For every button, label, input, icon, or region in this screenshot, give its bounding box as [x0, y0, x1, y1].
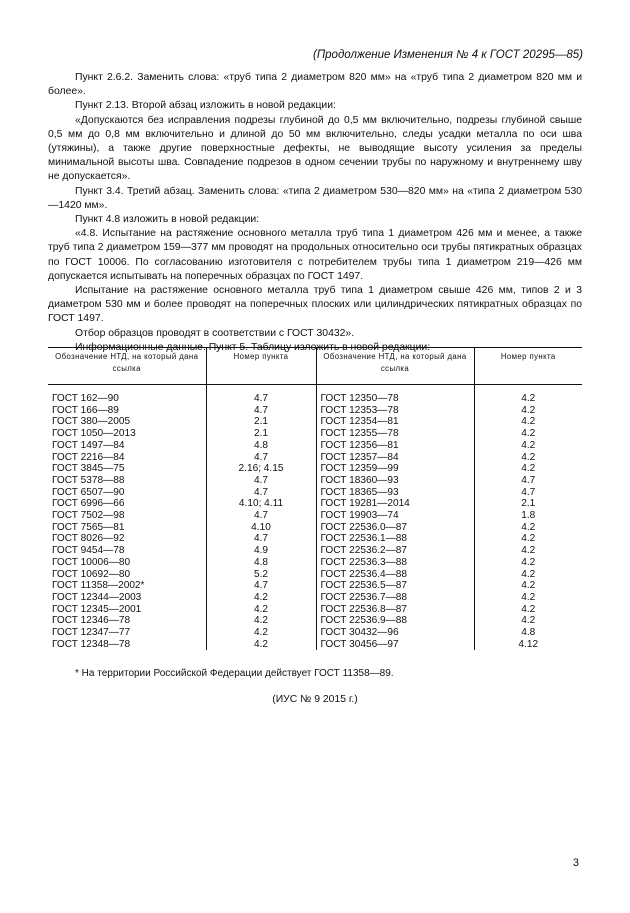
left-designation: ГОСТ 12347—77 [48, 627, 206, 639]
right-designation: ГОСТ 22536.7—88 [316, 592, 474, 604]
left-clause: 4.7 [206, 487, 316, 499]
table-row [48, 557, 582, 569]
left-designation: ГОСТ 12348—78 [48, 639, 206, 651]
right-clause: 2.1 [521, 498, 536, 510]
paragraph: Испытание на растяжение основного металла труб типа 1 диаметром свыше 426 мм, типов 2 и 3 диаметром 530 мм и более проводят на поперечных плоских или цилиндрических пятикратных образцах по ГОСТ 1497. [48, 285, 582, 325]
left-designation: ГОСТ 6507—90 [48, 487, 206, 499]
table-row [48, 627, 582, 639]
left-clause: 2.1 [206, 428, 316, 440]
left-clause: 4.10; 4.11 [206, 498, 316, 510]
right-clause: 4.2 [521, 603, 536, 615]
right-designation: ГОСТ 22536.5—87 [316, 580, 474, 592]
header-clause-left: Номер пункта [206, 348, 316, 385]
left-clause: 4.2 [206, 604, 316, 616]
left-clause: 4.8 [206, 440, 316, 452]
right-designation: ГОСТ 22536.8—87 [316, 604, 474, 616]
left-designation: ГОСТ 5378—88 [48, 475, 206, 487]
left-clause: 4.2 [206, 615, 316, 627]
left-designation: ГОСТ 6996—66 [48, 498, 206, 510]
right-clause: 4.2 [521, 428, 536, 440]
right-designation: ГОСТ 30456—97 [316, 639, 474, 651]
right-designation: ГОСТ 12354—81 [316, 416, 474, 428]
table-row [48, 510, 582, 522]
left-designation: ГОСТ 10006—80 [48, 557, 206, 569]
paragraph: Пункт 4.8 изложить в новой редакции: [75, 214, 260, 226]
paragraph: Пункт 3.4. Третий абзац. Заменить слова: «типа 2 диаметром 530—820 мм» на «типа 2 диаметром 530—1420 мм». [48, 185, 582, 211]
left-clause: 4.2 [206, 627, 316, 639]
right-clause: 4.2 [521, 393, 536, 404]
left-clause: 4.2 [206, 592, 316, 604]
right-designation: ГОСТ 19903—74 [316, 510, 474, 522]
right-designation: ГОСТ 22536.1—88 [316, 533, 474, 545]
page-number: 3 [572, 857, 579, 869]
right-clause: 4.2 [521, 416, 536, 428]
left-designation: ГОСТ 8026—92 [48, 533, 206, 545]
paragraph: Пункт 2.6.2. Заменить слова: «труб типа 2 диаметром 820 мм» на «труб типа 2 диаметром 820 мм и более». [48, 72, 582, 98]
right-designation: ГОСТ 18365—93 [316, 487, 474, 499]
left-clause: 4.7 [206, 452, 316, 464]
left-clause: 2.1 [206, 416, 316, 428]
left-clause: 4.7 [206, 510, 316, 522]
right-clause: 4.2 [521, 439, 536, 451]
amendment-text [48, 71, 582, 355]
table-row [48, 569, 582, 581]
table-header-row [48, 348, 582, 385]
left-clause: 4.7 [206, 385, 316, 405]
right-designation: ГОСТ 18360—93 [316, 475, 474, 487]
left-designation: ГОСТ 166—89 [48, 405, 206, 417]
right-clause: 4.2 [521, 591, 536, 603]
left-designation: ГОСТ 7502—98 [48, 510, 206, 522]
right-designation: ГОСТ 12356—81 [316, 440, 474, 452]
right-designation: ГОСТ 22536.9—88 [316, 615, 474, 627]
right-designation: ГОСТ 19281—2014 [316, 498, 474, 510]
right-designation: ГОСТ 22536.0—87 [316, 522, 474, 534]
right-designation: ГОСТ 12359—99 [316, 463, 474, 475]
left-clause: 4.2 [206, 639, 316, 651]
right-clause: 4.8 [521, 627, 536, 639]
table-row [48, 615, 582, 627]
right-clause: 4.2 [521, 568, 536, 580]
left-designation: ГОСТ 7565—81 [48, 522, 206, 534]
table-row [48, 405, 582, 417]
right-clause: 4.2 [521, 545, 536, 557]
right-designation: ГОСТ 12350—78 [316, 385, 474, 405]
right-clause: 4.7 [521, 486, 536, 498]
header-designation-right: Обозначение НТД, на который дана ссылка [316, 348, 474, 385]
left-clause: 4.9 [206, 545, 316, 557]
table-row [48, 592, 582, 604]
left-clause: 4.10 [206, 522, 316, 534]
right-designation: ГОСТ 22536.4—88 [316, 569, 474, 581]
left-designation: ГОСТ 380—2005 [48, 416, 206, 428]
table-row [48, 487, 582, 499]
right-clause: 4.7 [521, 474, 536, 486]
footnote: * На территории Российской Федерации действует ГОСТ 11358—89. [75, 668, 394, 679]
table-row [48, 385, 582, 405]
left-designation: ГОСТ 9454—78 [48, 545, 206, 557]
table-row [48, 522, 582, 534]
table-row [48, 533, 582, 545]
right-clause: 4.2 [521, 615, 536, 627]
table-body [48, 385, 582, 651]
header-designation-left: Обозначение НТД, на который дана ссылка [48, 348, 206, 385]
left-clause: 4.7 [206, 580, 316, 592]
paragraph: «4.8. Испытание на растяжение основного металла труб типа 1 диаметром 426 мм и менее, а также труб типа 2 диаметром 159—377 мм проводят на продольных относительно оси трубы пятикратных образцах по ГОСТ 10006. По согласованию изготовителя с потребителем трубы типа 1 диаметром 219—426 мм допускается испытывать на поперечных образцах по ГОСТ 1497. [48, 228, 582, 282]
right-clause: 4.2 [521, 463, 536, 475]
left-designation: ГОСТ 11358—2002* [48, 580, 206, 592]
table-row [48, 639, 582, 651]
table-row [48, 545, 582, 557]
page-header: (Продолжение Изменения № 4 к ГОСТ 20295—85) [313, 49, 583, 61]
left-clause: 4.8 [206, 557, 316, 569]
table-row [48, 416, 582, 428]
left-designation: ГОСТ 162—90 [48, 385, 206, 405]
left-clause: 2.16; 4.15 [206, 463, 316, 475]
table-row [48, 440, 582, 452]
left-clause: 4.7 [206, 475, 316, 487]
table-row [48, 498, 582, 510]
right-clause: 4.2 [521, 451, 536, 463]
paragraph: Информационные данные. Пункт 5. Таблицу изложить в новой редакции: [75, 341, 431, 353]
left-designation: ГОСТ 12344—2003 [48, 592, 206, 604]
right-clause: 4.2 [521, 580, 536, 592]
right-clause: 4.2 [521, 556, 536, 568]
left-clause: 5.2 [206, 569, 316, 581]
right-designation: ГОСТ 30432—96 [316, 627, 474, 639]
paragraph: Пункт 2.13. Второй абзац изложить в новой редакции: [75, 100, 336, 112]
right-designation: ГОСТ 22536.2—87 [316, 545, 474, 557]
table-row [48, 463, 582, 475]
paragraph: Отбор образцов проводят в соответствии с ГОСТ 30432». [75, 327, 355, 339]
left-designation: ГОСТ 2216—84 [48, 452, 206, 464]
left-designation: ГОСТ 3845—75 [48, 463, 206, 475]
right-clause: 4.2 [521, 521, 536, 533]
right-designation: ГОСТ 12357—84 [316, 452, 474, 464]
left-designation: ГОСТ 1050—2013 [48, 428, 206, 440]
table-row [48, 428, 582, 440]
right-clause: 4.2 [521, 404, 536, 416]
left-designation: ГОСТ 12346—78 [48, 615, 206, 627]
left-clause: 4.7 [206, 405, 316, 417]
left-designation: ГОСТ 10692—80 [48, 569, 206, 581]
table-row [48, 580, 582, 592]
right-clause: 1.8 [521, 510, 536, 522]
table-row [48, 452, 582, 464]
right-clause: 4.2 [521, 533, 536, 545]
right-designation: ГОСТ 22536.3—88 [316, 557, 474, 569]
right-designation: ГОСТ 12355—78 [316, 428, 474, 440]
left-designation: ГОСТ 12345—2001 [48, 604, 206, 616]
right-designation: ГОСТ 12353—78 [316, 405, 474, 417]
ius-reference: (ИУС № 9 2015 г.) [272, 694, 358, 705]
table-row [48, 604, 582, 616]
right-clause: 4.12 [518, 638, 539, 650]
left-clause: 4.7 [206, 533, 316, 545]
header-clause-right: Номер пункта [474, 348, 582, 385]
reference-table [48, 347, 582, 650]
paragraph: «Допускаются без исправления подрезы глубиной до 0,5 мм включительно, подрезы глубиной свыше 0,5 мм до 0,8 мм включительно и длиной до 50 мм включительно, следы усадки металла по оси шва (утяжины), а также другие поверхностные дефекты, не выводящие высоту усиления за пределы минимальной высоты шва. Совпадение подрезов в одном сечении трубы по наружному и внутреннему шву не допускается». [48, 114, 582, 183]
left-designation: ГОСТ 1497—84 [48, 440, 206, 452]
table-row [48, 475, 582, 487]
